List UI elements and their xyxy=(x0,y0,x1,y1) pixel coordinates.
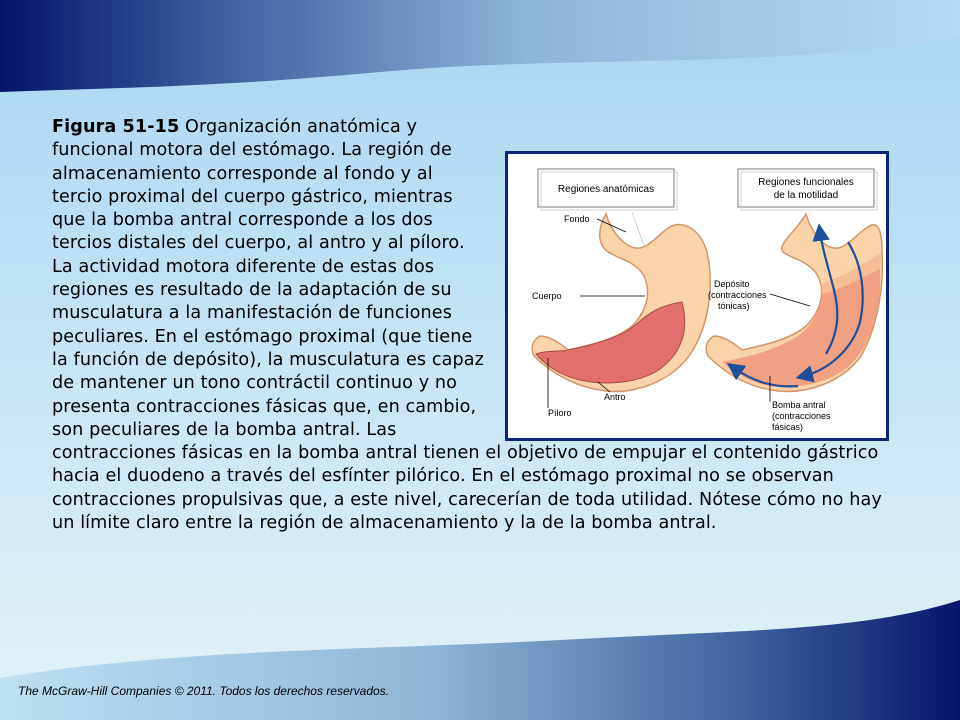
label-deposito-3: tónicas) xyxy=(718,301,750,311)
label-fondo: Fondo xyxy=(564,214,590,224)
label-antro: Antro xyxy=(604,392,626,402)
stomach-figure xyxy=(505,151,889,441)
left-stomach xyxy=(532,212,710,408)
label-deposito-1: Depósito xyxy=(714,279,750,289)
label-bomba-3: fásicas) xyxy=(772,422,804,432)
label-cuerpo: Cuerpo xyxy=(532,291,562,301)
figure-label: Figura 51-15 xyxy=(52,117,180,137)
stomach-diagram xyxy=(508,154,886,438)
label-bomba-1: Bomba antral xyxy=(772,400,826,410)
copyright-footer: The McGraw-Hill Companies © 2011. Todos los derechos reservados. xyxy=(18,684,390,698)
right-panel-title-1: Regiones funcionales xyxy=(758,177,854,188)
label-bomba-2: (contracciones xyxy=(772,411,831,421)
right-panel-title-2: de la motilidad xyxy=(773,190,839,201)
right-title-box xyxy=(738,169,874,207)
label-deposito-2: (contracciones xyxy=(708,290,767,300)
left-panel-title: Regiones anatómicas xyxy=(557,184,655,195)
label-piloro: Píloro xyxy=(548,408,572,418)
caption-text: Organización anatómica y funcional motora del estómago. La región de almacenamiento corresponde al fondo y al tercio proximal del cuerpo gástrico, mientras que la bomba antral corresponde a los dos tercios distales del cuerpo, al antro y al píloro. La actividad motora diferente de estas dos regiones es resultado de la adaptación de su musculatura a la manifestación de funciones peculiares. En el estómago proximal (que tiene la función de depósito), la musculatura es capaz de mantener un tono contráctil continuo y no presenta contracciones fásicas que, en cambio, son peculiares de la bomba antral. Las contracciones fásicas en la bomba antral tienen el objetivo de empujar el contenido gástrico hacia el duodeno a través del esfínter pilórico. En el estómago proximal no se observan contracciones propulsivas que, a este nivel, carecerían de toda utilidad. Nótese cómo no hay un límite claro entre la región de almacenamiento y la de la bomba antral. xyxy=(52,117,882,534)
